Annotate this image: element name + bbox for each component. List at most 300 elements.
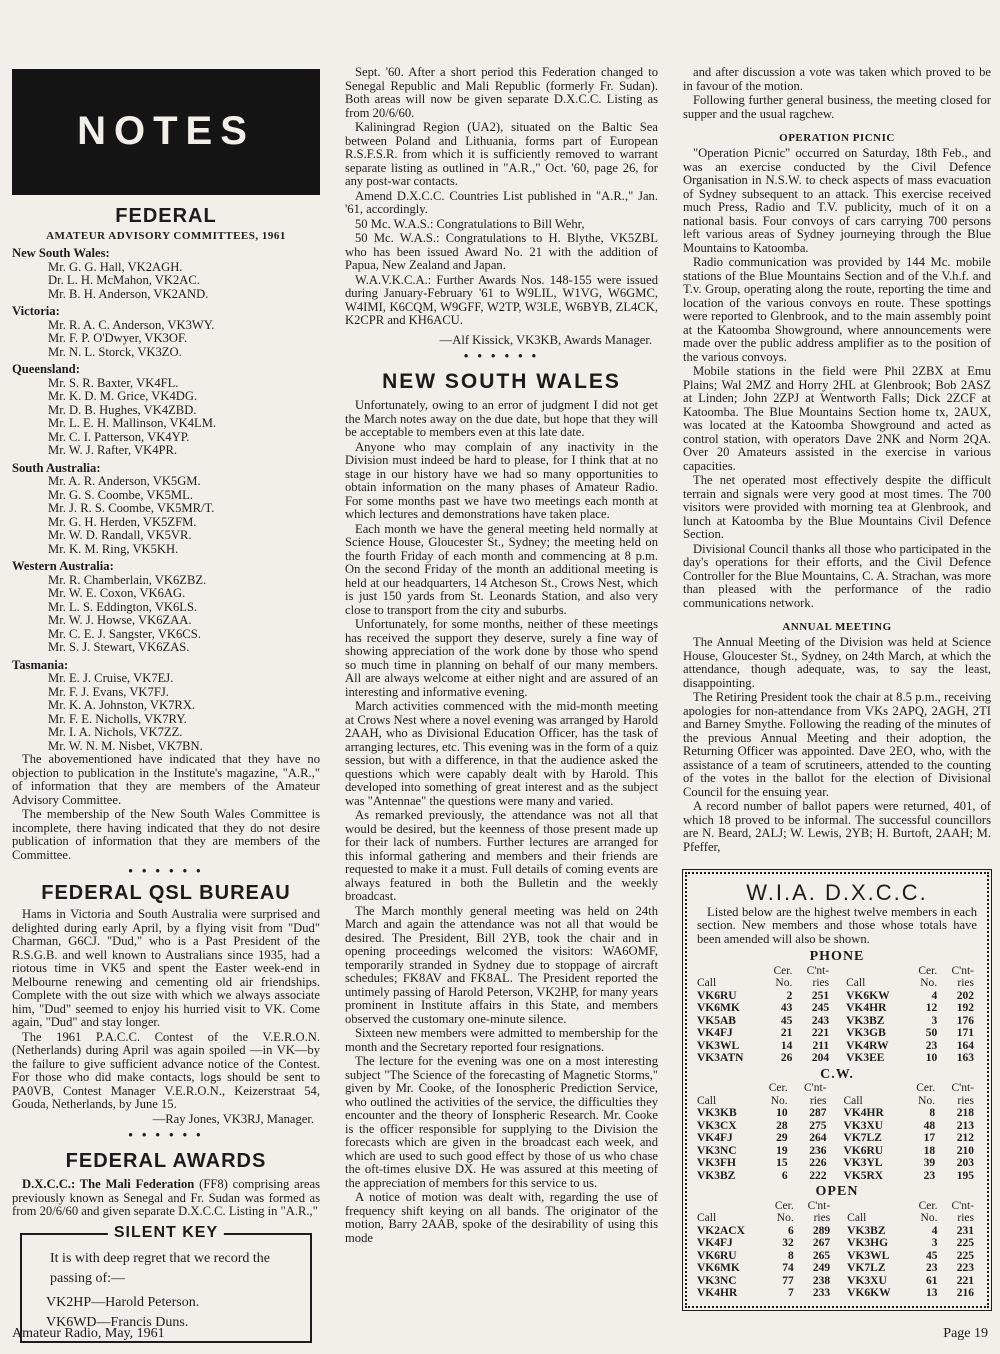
table-cell: 15 bbox=[776, 1157, 788, 1169]
federal-text bbox=[12, 753, 320, 862]
table-cell: 29 bbox=[776, 1132, 788, 1144]
paragraph: "Operation Picnic" occurred on Saturday, 18th Feb., and was an exercise conducted by the Civil Defence Organisation in N.S.W. to check aspects of mass evacuation of Sydney subsequent to an attack. This exercise received much Press, Radio and T.V. publicity, much of it on a national basis. Four convoys of cars carrying 700 persons left various areas of Sydney journeying through the Blue Mountains to Katoomba. bbox=[683, 146, 991, 255]
table-row bbox=[697, 1132, 977, 1145]
table-cell: 195 bbox=[956, 1169, 974, 1182]
notes-title-box bbox=[12, 69, 320, 195]
table-cell: VK3WL bbox=[847, 1249, 890, 1262]
column-gap bbox=[830, 1145, 844, 1158]
committee-member: Mr. F. P. O'Dwyer, VK3OF. bbox=[48, 331, 188, 345]
table-row bbox=[697, 1262, 977, 1275]
table-cell: 231 bbox=[956, 1224, 974, 1237]
table-cell: 39 bbox=[923, 1157, 936, 1169]
committee-member: Mr. W. J. Howse, VK6ZAA. bbox=[48, 613, 192, 627]
qsl-signature: —Ray Jones, VK3RJ, Manager. bbox=[152, 1111, 314, 1126]
table-cell: VK6KW bbox=[846, 989, 890, 1002]
dxcc-box bbox=[685, 872, 989, 1308]
table-row bbox=[697, 1287, 977, 1300]
column-gap bbox=[832, 1040, 846, 1053]
table-cell: 236 bbox=[809, 1144, 827, 1157]
column-header: C'nt- bbox=[803, 1082, 827, 1094]
table-header-row bbox=[697, 1082, 977, 1095]
table-cell: 216 bbox=[956, 1287, 974, 1299]
table-cell: 223 bbox=[956, 1262, 974, 1274]
table-cell: 212 bbox=[956, 1132, 974, 1144]
table-cell: 287 bbox=[809, 1107, 827, 1119]
table-cell: 203 bbox=[956, 1157, 974, 1169]
paragraph: Kaliningrad Region (UA2), situated on the Baltic Sea between Poland and Lithuania, forms part of European R.S.F.S.R. from which it is sufficiently removed to warrant separate listing as outlined in "A.R.," Oct. '60, page 26, for any post-war contacts. bbox=[345, 120, 658, 188]
dxcc-table bbox=[697, 965, 977, 1065]
dxcc-table bbox=[697, 1200, 977, 1300]
table-cell: 74 bbox=[782, 1262, 794, 1274]
paragraph: The March monthly general meeting was held on 24th March and again the attendance was not all that would be desired. The President, Bill 2YB, took the chair and in opening proceedings welcomed the visitors: WA6OMF, temporarily stranded in Sydney due to stoppage of aircraft schedules; FK8AV and FK8AL. The President reported the untimely passing of Harold Peterson, VK2HP, for many years prominent in Institute affairs in this State, and members observed the customary one-minute silence. bbox=[345, 903, 658, 1026]
table-cell: 17 bbox=[923, 1132, 936, 1144]
table-cell: 176 bbox=[956, 1014, 974, 1027]
column-header: Call bbox=[697, 1094, 717, 1107]
table-row bbox=[697, 1015, 977, 1028]
column-left bbox=[12, 66, 320, 1330]
table-row bbox=[697, 1225, 977, 1238]
table-cell: 221 bbox=[811, 1027, 830, 1039]
nsw-continued-text bbox=[683, 66, 991, 121]
column-header: Cer. bbox=[916, 1082, 936, 1094]
column-gap bbox=[832, 1027, 846, 1040]
state-name: Western Australia: bbox=[12, 559, 114, 573]
column-header: Cer. bbox=[918, 1199, 938, 1212]
column-gap bbox=[833, 1212, 847, 1225]
table-cell: VK4FJ bbox=[697, 1132, 733, 1144]
table-cell: 245 bbox=[811, 1002, 830, 1014]
committee-member: Mr. R. Chamberlain, VK6ZBZ. bbox=[48, 572, 207, 587]
notes-title: NOTES bbox=[77, 109, 255, 154]
committee-member: Mr. F. J. Evans, VK7FJ. bbox=[48, 684, 169, 699]
table-cell: 45 bbox=[780, 1014, 793, 1027]
paragraph: The membership of the New South Wales Committee is incomplete, there having indicated that they do not desire publication of information that they are members of the Committee. bbox=[12, 807, 320, 862]
table-cell: 6 bbox=[787, 1224, 794, 1237]
paragraph: The 1961 P.A.C.C. Contest of the V.E.R.O.N. (Netherlands) during April was again spoiled —in VK—by the failure to give sufficient advance notice of the Contest. For those who did make contacts, logs should be sent to PA0VB, Contest Manager V.E.R.O.N., Keizerstraat 54, Gouda, Netherlands, by June 15. bbox=[12, 1029, 320, 1111]
committee-member: Mr. K. A. Johnston, VK7RX. bbox=[48, 698, 196, 712]
table-cell: VK3NC bbox=[697, 1144, 737, 1157]
column-header: No. bbox=[920, 977, 938, 989]
silent-key-name: VK6WD—Francis Duns. bbox=[46, 1314, 189, 1330]
paragraph: A record number of ballot papers were returned, 401, of which 18 proved to be informal. The successful councillors are N. Beard, 2ALJ; W. Lewis, 2YB; H. Burtoft, 2AAH; M. Pfeffer, bbox=[683, 799, 991, 854]
column-header bbox=[697, 1082, 757, 1095]
nsw-heading: NEW SOUTH WALES bbox=[382, 370, 621, 393]
table-cell: VK6RU bbox=[697, 989, 737, 1002]
column-header: C'nt- bbox=[951, 1199, 974, 1212]
table-cell: VK3CX bbox=[697, 1119, 737, 1132]
table-cell: 18 bbox=[923, 1144, 936, 1157]
committee-member: Mr. W. J. Rafter, VK4PR. bbox=[48, 443, 178, 457]
paragraph: Hams in Victoria and South Australia were surprised and delighted during early April, by a flying visit from "Dud" Charman, G6CJ. "Dud," who is a Past President of the R.S.G.B. and well known to Australians since 1935, had a riotous time in VK5 and spent the Easter week-end in Melbourne renewing and cementing old air friendships. Complete with the out size with which we always associate him, "Dud" seemed to enjoy his hurried visit to VK. Come again, "Dud" and stay longer. bbox=[12, 907, 320, 1029]
column-gap bbox=[830, 1107, 844, 1120]
paragraph: The Annual Meeting of the Division was held at Science House, Gloucester St., Sydney, on 24th March, at which the attendance, though adequate, was, to say the least, disappointing. bbox=[683, 635, 991, 690]
paragraph: Sept. '60. After a short period this Federation changed to Senegal Republic and Mali Republic (formerly Fr. Sudan). Both areas will now be given separate D.X.C.C. Listing as from 20/6/60. bbox=[345, 65, 658, 120]
column-gap bbox=[832, 990, 846, 1003]
table-cell: 222 bbox=[809, 1169, 827, 1182]
awards-heading: FEDERAL AWARDS bbox=[65, 1150, 267, 1172]
column-header: No. bbox=[920, 1212, 938, 1224]
annual-text bbox=[683, 636, 991, 854]
column-gap bbox=[833, 1237, 847, 1250]
silent-key-name: VK2HP—Harold Peterson. bbox=[46, 1294, 200, 1310]
awards-text: D.X.C.C.: The Mali Federation (FF8) comprising areas previously known as Senegal and Fr. Sudan was formed as from 20/6/60 and given separate D.X.C.C. Listing in "A.R.," bbox=[12, 1177, 320, 1218]
table-cell: VK4HR bbox=[843, 1107, 884, 1119]
column-header: Cer. bbox=[774, 1199, 794, 1212]
table-cell: 77 bbox=[782, 1274, 794, 1287]
table-cell: VK6MK bbox=[697, 1002, 740, 1014]
column-gap bbox=[830, 1120, 844, 1133]
table-row bbox=[697, 1237, 977, 1250]
table-header-row bbox=[697, 1095, 977, 1108]
table-cell: 265 bbox=[812, 1249, 831, 1262]
dxcc-title: W.I.A. D.X.C.C. bbox=[746, 880, 928, 905]
awards-continued-text bbox=[345, 66, 658, 328]
table-cell: VK3YL bbox=[843, 1157, 883, 1169]
table-cell: VK4HR bbox=[697, 1287, 738, 1299]
column-gap bbox=[833, 1262, 847, 1275]
table-row bbox=[697, 1027, 977, 1040]
table-cell: VK6KW bbox=[847, 1287, 891, 1299]
state-name: South Australia: bbox=[12, 460, 101, 475]
committee-member: Mr. R. A. C. Anderson, VK3WY. bbox=[48, 317, 215, 332]
committee-member: Mr. W. D. Randall, VK5VR. bbox=[48, 528, 192, 542]
paragraph: Amend D.X.C.C. Countries List published in "A.R.," Jan. '61, accordingly. bbox=[345, 188, 658, 216]
committee-list bbox=[12, 247, 320, 753]
paragraph: W.A.V.K.C.A.: Further Awards Nos. 148-155 were issued during January-February '61 to W9LIL, W1VG, W6GMC, W4IMI, K6CQM, W9GFF, W2TP, W3LE, W6BYB, ZL4CK, K2CPR and KH6ACU. bbox=[345, 272, 658, 327]
nsw-text bbox=[345, 399, 658, 1245]
paragraph: Unfortunately, for some months, neither of these meetings has received the support they deserve, surely a fine way of showing appreciation of the work done by those who spend so much time in planning on behalf of our many members. All are always welcome at either night and are assured of an interesting and informative evening. bbox=[345, 617, 658, 699]
table-cell: VK3XU bbox=[847, 1274, 887, 1287]
table-cell: VK3BZ bbox=[697, 1169, 736, 1182]
column-gap bbox=[832, 1052, 846, 1065]
column-gap bbox=[830, 1095, 844, 1108]
paragraph: Divisional Council thanks all those who participated in the day's operations for their efforts, and the Civil Defence Controller for the Blue Mountains, C. A. Strachan, was more than pleased with the performance of the radio communications network. bbox=[683, 541, 991, 610]
section-divider: • • • • • • bbox=[128, 864, 204, 878]
table-cell: 61 bbox=[925, 1274, 938, 1287]
table-cell: 10 bbox=[925, 1052, 938, 1064]
column-header: No. bbox=[775, 977, 793, 989]
column-gap bbox=[830, 1132, 844, 1145]
committee-member: Dr. L. H. McMahon, VK2AC. bbox=[48, 273, 200, 287]
table-cell: 26 bbox=[780, 1052, 793, 1064]
state-name: Queensland: bbox=[12, 362, 80, 376]
column-gap bbox=[830, 1170, 844, 1183]
table-cell: 226 bbox=[809, 1157, 827, 1169]
table-cell: 192 bbox=[956, 1002, 974, 1014]
committee-member: Mr. E. J. Cruise, VK7EJ. bbox=[48, 671, 174, 685]
committee-member: Mr. S. R. Baxter, VK4FL. bbox=[48, 375, 179, 390]
committee-member: Mr. A. R. Anderson, VK5GM. bbox=[48, 474, 201, 488]
column-gap bbox=[830, 1157, 844, 1170]
table-cell: 48 bbox=[923, 1119, 936, 1132]
dxcc-table bbox=[697, 1082, 977, 1182]
paragraph: March activities commenced with the mid-month meeting at Crows Nest where a novel evening was arranged by Harold 2AAH, who as Divisional Education Officer, has the task of arranging lectures, etc. This evening was in the form of a quiz session, but with a difference, in that the audience asked the questions which were capably dealt with by Harold. This developed into something of great interest and as the subject was "Antennae" the questions were many and varied. bbox=[345, 699, 658, 808]
table-cell: 264 bbox=[809, 1132, 827, 1144]
column-header bbox=[846, 965, 909, 978]
paragraph: and after discussion a vote was taken which proved to be in favour of the motion. bbox=[683, 65, 991, 93]
table-cell: VK3ATN bbox=[697, 1052, 744, 1064]
committee-member: Mr. B. H. Anderson, VK2AND. bbox=[48, 286, 209, 301]
table-cell: 3 bbox=[931, 1237, 938, 1249]
column-header: C'nt- bbox=[806, 964, 830, 977]
paragraph: Sixteen new members were admitted to membership for the month and the Secretary reported four resignations. bbox=[345, 1026, 658, 1054]
paragraph: 50 Mc. W.A.S.: Congratulations to H. Blythe, VK5ZBL who has been issued Award No. 21 with the addition of Papua, New Zealand and Japan. bbox=[345, 231, 658, 272]
column-header bbox=[844, 1082, 905, 1095]
committee-member: Mr. I. A. Nichols, VK7ZZ. bbox=[48, 725, 183, 739]
dxcc-section-name: PHONE bbox=[809, 949, 865, 964]
table-cell: VK6RU bbox=[843, 1144, 884, 1157]
table-cell: 233 bbox=[812, 1287, 831, 1299]
table-cell: VK4HR bbox=[846, 1002, 887, 1014]
column-right bbox=[683, 65, 991, 1299]
committee-member: Mr. G. G. Hall, VK2AGH. bbox=[48, 259, 183, 274]
table-row bbox=[697, 1157, 977, 1170]
table-cell: 202 bbox=[956, 989, 974, 1002]
table-cell: 7 bbox=[787, 1287, 794, 1299]
column-gap bbox=[833, 1287, 847, 1300]
column-header: No. bbox=[770, 1094, 788, 1107]
table-cell: 2 bbox=[786, 989, 793, 1002]
column-gap bbox=[832, 977, 846, 990]
silent-key-intro: It is with deep regret that we record the passing of:— bbox=[50, 1250, 271, 1286]
committee-member: Mr. J. R. S. Coombe, VK5MR/T. bbox=[48, 501, 215, 515]
column-header: C'nt- bbox=[951, 1082, 974, 1094]
column-header: Call bbox=[697, 977, 717, 989]
table-row bbox=[697, 1002, 977, 1015]
silent-key-title: SILENT KEY bbox=[108, 1223, 224, 1243]
qsl-text bbox=[12, 908, 320, 1112]
paragraph: The lecture for the evening was one on a most interesting subject "The Science of the forecasting of Magnetic Storms," given by Mr. Cooke, of the Ionospheric Prediction Service, who outlined the activities of the service, the difficulties they encounter and the theory of Ionspheric Research. Mr. Cooke is the officer responsible for supplying to the Division the forecasts which are given in the broadcast each week, and which are used to such good effect by those of us who chase the oft-times elusive DX. He was assured at this meeting of the appreciation of members for this service to us. bbox=[345, 1054, 658, 1190]
column-header: Call bbox=[847, 1212, 867, 1224]
table-cell: 13 bbox=[925, 1287, 938, 1299]
table-row bbox=[697, 1052, 977, 1065]
table-cell: 275 bbox=[809, 1119, 827, 1132]
table-cell: 21 bbox=[780, 1027, 793, 1039]
table-cell: 6 bbox=[781, 1169, 788, 1182]
column-header bbox=[697, 1200, 765, 1213]
table-row bbox=[697, 1145, 977, 1158]
table-row bbox=[697, 1275, 977, 1288]
table-row bbox=[697, 990, 977, 1003]
table-cell: VK3WL bbox=[697, 1039, 740, 1052]
table-header-row bbox=[697, 977, 977, 990]
table-cell: VK6RU bbox=[697, 1249, 737, 1262]
paragraph: Anyone who may complain of any inactivity in the Division must indeed be hard to please, for I think that at no stage in our history have we had so many opportunities to obtain information on the many phases of Amateur Radio. For some months past we have two meetings each month at which lectures and demonstrations have taken place. bbox=[345, 439, 658, 521]
federal-subheading: AMATEUR ADVISORY COMMITTEES, 1961 bbox=[46, 230, 286, 242]
paragraph: The abovementioned have indicated that they have no objection to publication in the Institute's magazine, "A.R.," of information that they are members of the Amateur Advisory Committee. bbox=[12, 752, 320, 807]
table-cell: 218 bbox=[956, 1107, 974, 1119]
column-header: ries bbox=[957, 1094, 974, 1107]
paragraph: Radio communication was provided by 144 Mc. mobile stations of the Blue Mountains Section and of the V.h.f. and T.v. Group, operating along the route, reporting the time and location of the various convoys en route. These spottings were reported to Glenbrook, and to the main assembly point at the Katoomba Showground, where announcements were made over the public address amplifier as to the position of the various convoys. bbox=[683, 255, 991, 364]
table-cell: 211 bbox=[812, 1039, 830, 1052]
table-cell: 163 bbox=[956, 1052, 974, 1064]
committee-member: Mr. K. D. M. Grice, VK4DG. bbox=[48, 389, 198, 403]
column-gap bbox=[832, 965, 846, 978]
table-cell: 4 bbox=[931, 989, 938, 1002]
committee-member: Mr. K. M. Ring, VK5KH. bbox=[48, 541, 179, 556]
table-cell: VK5AB bbox=[697, 1014, 736, 1027]
column-header: ries bbox=[957, 977, 974, 989]
table-cell: 8 bbox=[787, 1249, 794, 1262]
federal-heading: FEDERAL bbox=[115, 205, 217, 227]
table-cell: 210 bbox=[956, 1144, 974, 1157]
paragraph: 50 Mc. W.A.S.: Congratulations to Bill Wehr, bbox=[355, 216, 585, 231]
section-divider: • • • • • • bbox=[463, 349, 540, 363]
dxcc-section-name: C.W. bbox=[820, 1066, 854, 1082]
table-cell: 249 bbox=[812, 1262, 831, 1274]
paragraph: The net operated most effectively despite the difficult terrain and signals were very good at most times. The 700 visitors were provided with morning tea at Glenbrook, and lunch at Katoomba by the Blue Mountains Civil Defence Section. bbox=[683, 473, 991, 541]
table-header-row bbox=[697, 965, 977, 978]
committee-member: Mr. C. I. Patterson, VK4YP. bbox=[48, 429, 190, 444]
dxcc-intro: Listed below are the highest twelve members in each section. New members and those whose totals have been amended will also be shown. bbox=[697, 904, 977, 946]
committee-member: Mr. L. E. H. Mallinson, VK4LM. bbox=[48, 416, 217, 430]
column-header: Call bbox=[846, 977, 866, 989]
table-cell: VK5RX bbox=[843, 1169, 884, 1182]
table-header-row bbox=[697, 1200, 977, 1213]
table-cell: 23 bbox=[925, 1262, 938, 1274]
committee-member: Mr. W. N. M. Nisbet, VK7BN. bbox=[48, 738, 203, 753]
committee-member: Mr. G. H. Herden, VK5ZFM. bbox=[48, 514, 197, 529]
table-cell: VK7LZ bbox=[843, 1132, 882, 1144]
column-gap bbox=[832, 1015, 846, 1028]
table-cell: 28 bbox=[776, 1119, 788, 1132]
table-cell: VK3EE bbox=[846, 1052, 885, 1064]
table-cell: VK4FJ bbox=[697, 1237, 733, 1249]
table-cell: 10 bbox=[776, 1107, 788, 1119]
table-cell: 14 bbox=[780, 1039, 793, 1052]
table-row bbox=[697, 1120, 977, 1133]
column-gap bbox=[833, 1250, 847, 1263]
column-header: No. bbox=[776, 1212, 794, 1224]
column-header: Call bbox=[697, 1212, 717, 1224]
paragraph: As remarked previously, the attendance was not all that would be desired, but the keenness of those present made up for their lack of numbers. Further lectures are arranged for this informal gathering and members and their friends are requested to make it a must. Full details of coming events are always featured in both the Bulletin and the weekly broadcast. bbox=[345, 808, 658, 903]
column-header bbox=[847, 1200, 909, 1213]
table-cell: VK7LZ bbox=[847, 1262, 886, 1274]
committee-member: Mr. W. E. Coxon, VK6AG. bbox=[48, 586, 186, 600]
table-cell: 243 bbox=[811, 1014, 830, 1027]
table-cell: 3 bbox=[931, 1014, 938, 1027]
committee-member: Mr. G. S. Coombe, VK5ML. bbox=[48, 487, 193, 502]
table-cell: VK2ACX bbox=[697, 1224, 745, 1237]
state-name: New South Wales: bbox=[12, 246, 110, 260]
column-header: Cer. bbox=[918, 964, 938, 977]
column-header: No. bbox=[918, 1094, 936, 1107]
table-cell: 50 bbox=[925, 1027, 938, 1039]
table-cell: VK3BZ bbox=[846, 1014, 885, 1027]
paragraph: The Retiring President took the chair at 8.5 p.m., receiving apologies for non-attendance from VKs 2APQ, 2AGH, 2TI and Barney Smythe. Following the reading of the minutes of the previous Annual Meeting and their adoption, the Returning Officer was appointed. Dave 2EO, who, with the assistance of a team of scrutineers, attended to the counting of the votes in the ballot for the election of Divisional Council for the ensuing year. bbox=[683, 690, 991, 799]
table-cell: 225 bbox=[956, 1249, 974, 1262]
table-cell: 238 bbox=[812, 1274, 831, 1287]
table-row bbox=[697, 1170, 977, 1183]
table-cell: VK3GB bbox=[846, 1027, 886, 1039]
annual-heading: ANNUAL MEETING bbox=[782, 621, 892, 633]
footer-publication: Amateur Radio, May, 1961 bbox=[12, 1326, 165, 1341]
picnic-text bbox=[683, 147, 991, 610]
table-cell: VK3BZ bbox=[847, 1224, 886, 1237]
table-cell: 12 bbox=[925, 1002, 938, 1014]
column-header: ries bbox=[813, 1212, 831, 1224]
table-row bbox=[697, 1107, 977, 1120]
table-cell: 19 bbox=[776, 1144, 788, 1157]
committee-member: Mr. F. E. Nicholls, VK7RY. bbox=[48, 711, 187, 726]
column-header: Call bbox=[843, 1094, 863, 1107]
dxcc-section-name: OPEN bbox=[815, 1184, 859, 1199]
section-divider: • • • • • • bbox=[128, 1128, 204, 1142]
table-cell: 171 bbox=[956, 1027, 974, 1039]
table-cell: VK3XU bbox=[843, 1119, 884, 1132]
table-cell: 23 bbox=[925, 1039, 938, 1052]
column-header: Cer. bbox=[768, 1082, 788, 1094]
column-gap bbox=[833, 1200, 847, 1213]
qsl-heading: FEDERAL QSL BUREAU bbox=[41, 882, 291, 904]
table-cell: 251 bbox=[811, 989, 830, 1002]
awards-signature: —Alf Kissick, VK3KB, Awards Manager. bbox=[439, 332, 652, 347]
state-name: Tasmania: bbox=[12, 657, 69, 672]
table-cell: VK6MK bbox=[697, 1262, 740, 1274]
paragraph: Following further general business, the meeting closed for supper and the usual ragchew. bbox=[683, 93, 991, 121]
column-header: ries bbox=[812, 977, 830, 989]
committee-member: Mr. N. L. Storck, VK3ZO. bbox=[48, 344, 182, 359]
table-header-row bbox=[697, 1212, 977, 1225]
column-header: C'nt- bbox=[951, 964, 974, 977]
table-cell: 204 bbox=[811, 1052, 830, 1064]
state-name: Victoria: bbox=[12, 304, 60, 318]
footer-page-number: Page 19 bbox=[943, 1326, 988, 1341]
committee-member: Mr. S. J. Stewart, VK6ZAS. bbox=[48, 640, 190, 654]
table-cell: 23 bbox=[923, 1169, 936, 1182]
committee-member: Mr. L. S. Eddington, VK6LS. bbox=[48, 599, 198, 614]
table-cell: 225 bbox=[956, 1237, 974, 1249]
table-cell: 43 bbox=[780, 1002, 793, 1014]
column-gap bbox=[833, 1225, 847, 1238]
column-gap bbox=[833, 1275, 847, 1288]
table-cell: 213 bbox=[956, 1119, 974, 1132]
column-header: C'nt- bbox=[807, 1199, 831, 1212]
committee-member: Mr. D. B. Hughes, VK4ZBD. bbox=[48, 402, 197, 417]
table-cell: 289 bbox=[812, 1224, 831, 1237]
table-cell: 8 bbox=[929, 1107, 936, 1119]
paragraph: Mobile stations in the field were Phil 2ZBX at Emu Plains; Wal 2MZ and Horry 2HL at Glenbrook; Bob 2ASZ at Linden; John 2ZPJ at Wentworth Falls; Dick 2ZCF at Katoomba. The Blue Mountains Section home tx, 2AUX, was located at the Katoomba Showground and acted as control station, with operators Dave 2NK and Norm 2QA. Over 20 Amateurs assisted in the exercise in various capacities. bbox=[683, 364, 991, 473]
table-cell: VK4RW bbox=[846, 1039, 889, 1052]
table-cell: 4 bbox=[931, 1224, 938, 1237]
table-cell: VK3FH bbox=[697, 1157, 736, 1169]
table-cell: 45 bbox=[925, 1249, 938, 1262]
table-cell: VK4FJ bbox=[697, 1027, 733, 1039]
picnic-heading: OPERATION PICNIC bbox=[779, 132, 895, 144]
column-middle bbox=[345, 66, 658, 1294]
column-header: ries bbox=[809, 1094, 827, 1107]
column-gap bbox=[832, 1002, 846, 1015]
table-cell: 267 bbox=[812, 1237, 831, 1249]
column-header bbox=[697, 965, 764, 978]
table-cell: 32 bbox=[782, 1237, 794, 1249]
paragraph: A notice of motion was dealt with, regarding the use of frequency shift keying on all bands. The originator of the motion, Barry 2AAB, spoke of the desirability of using this mode bbox=[345, 1190, 658, 1245]
table-cell: VK3KB bbox=[697, 1107, 737, 1119]
table-row bbox=[697, 1250, 977, 1263]
table-cell: VK3HG bbox=[847, 1237, 889, 1249]
column-header: Cer. bbox=[773, 964, 793, 977]
table-row bbox=[697, 1040, 977, 1053]
committee-member: Mr. C. E. J. Sangster, VK6CS. bbox=[48, 626, 201, 641]
paragraph: Each month we have the general meeting held normally at Science House, Gloucester St., Sydney; the meeting held on the fourth Friday of each month and commencing at 8 p.m. On the second Friday of the month an additional meeting is held at our headquarters, 14 Atcheson St., Crows Nest, which is just 150 yards from St. Leonards Station, and also very close to transport from the city and suburbs. bbox=[345, 521, 658, 617]
column-header: ries bbox=[957, 1212, 974, 1224]
paragraph: Unfortunately, owing to an error of judgment I did not get the March notes away on the due date, but hope that they will be acceptable to members even at this late date. bbox=[345, 398, 658, 439]
table-cell: 221 bbox=[956, 1274, 974, 1287]
table-cell: VK3NC bbox=[697, 1274, 737, 1287]
column-gap bbox=[830, 1082, 844, 1095]
table-cell: 164 bbox=[956, 1039, 974, 1052]
dxcc-tables bbox=[697, 950, 977, 1300]
